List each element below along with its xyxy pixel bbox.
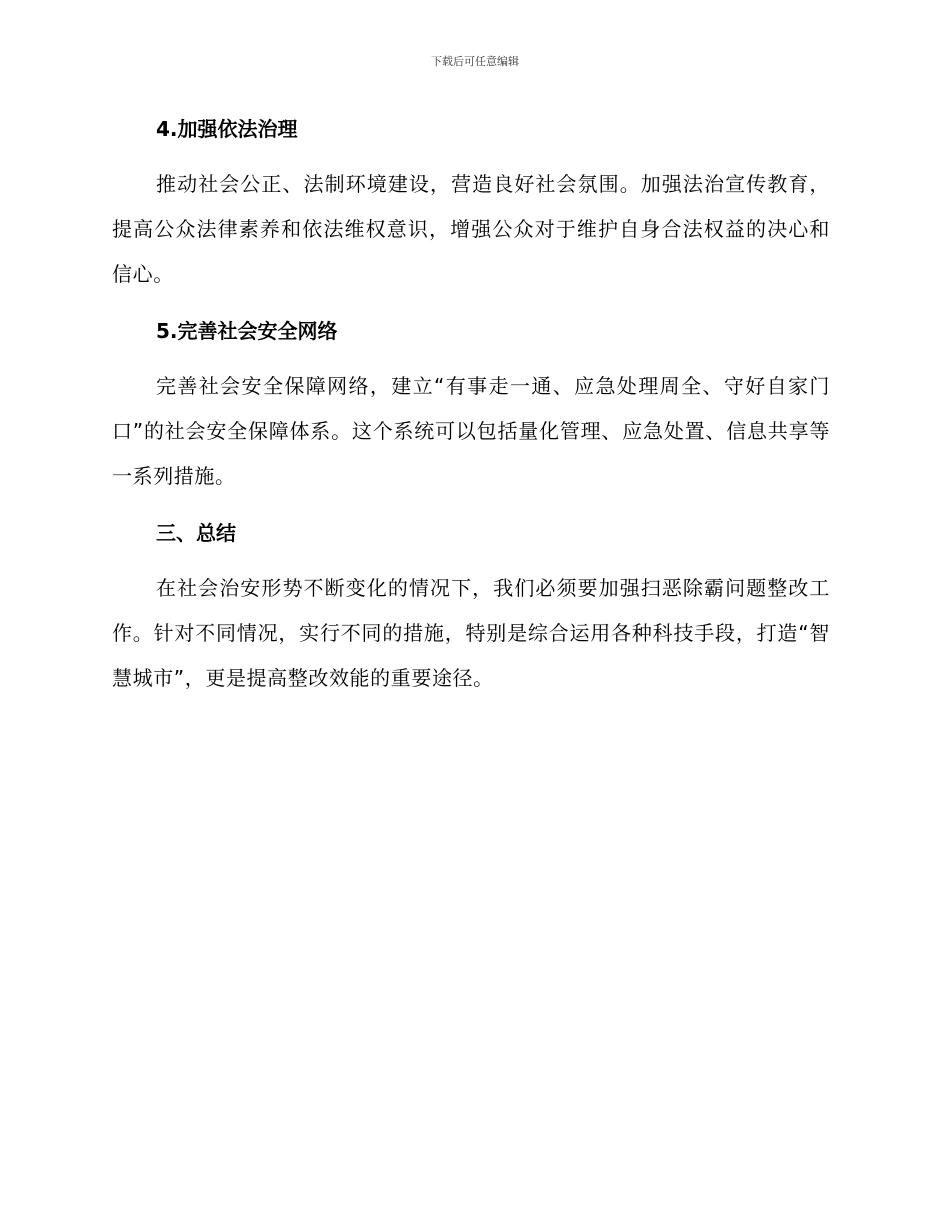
section-paragraph-summary: 在社会治安形势不断变化的情况下，我们必须要加强扫恶除霸问题整改工作。针对不同情况，实行不同的措施，特别是综合运用各种科技手段，打造“智慧城市”，更是提高整改效能的重要途径。 xyxy=(112,576,830,690)
section-heading-safety-network: 5.完善社会安全网络 xyxy=(156,319,338,343)
section-paragraph-safety-network: 完善社会安全保障网络，建立“有事走一通、应急处理周全、守好自家门口”的社会安全保障体系。这个系统可以包括量化管理、应急处置、信息共享等一系列措施。 xyxy=(112,374,830,488)
section-heading-rule-of-law: 4.加强依法治理 xyxy=(156,117,298,141)
page-header: 下载后可任意编辑 xyxy=(431,55,519,68)
section-heading-summary: 三、总结 xyxy=(156,521,236,545)
document-body xyxy=(112,112,830,701)
section-paragraph-rule-of-law: 推动社会公正、法制环境建设，营造良好社会氛围。加强法治宣传教育，提高公众法律素养和依法维权意识，增强公众对于维护自身合法权益的决心和信心。 xyxy=(112,172,830,286)
